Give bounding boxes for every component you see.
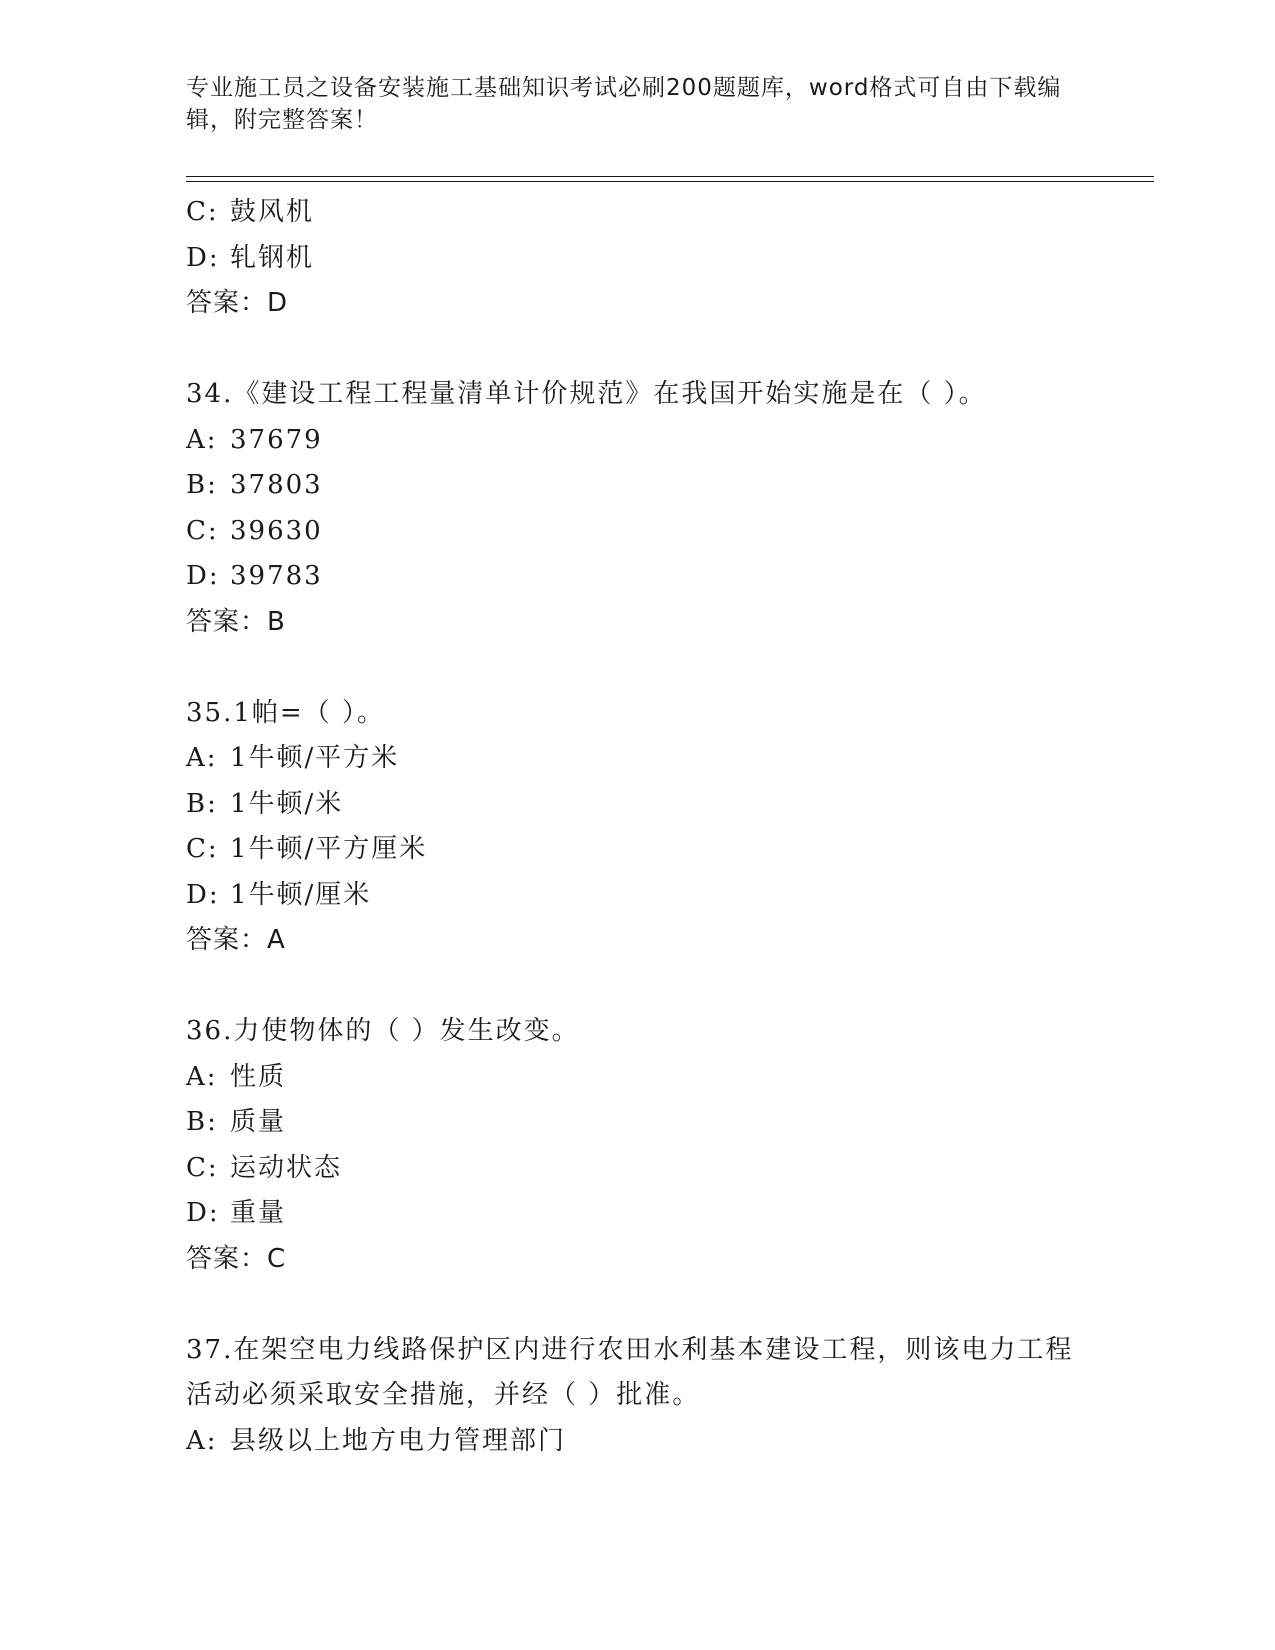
spacer bbox=[186, 327, 1086, 373]
option-text: 县级以上地方电力管理部门 bbox=[230, 1425, 567, 1456]
option-row bbox=[186, 190, 1086, 236]
option-text: 1牛顿/平方厘米 bbox=[230, 834, 428, 864]
header-rule-top bbox=[186, 176, 1154, 177]
option-row bbox=[186, 554, 1086, 600]
option-row bbox=[186, 509, 1086, 555]
option-key: B: bbox=[186, 470, 218, 500]
option-row bbox=[186, 1055, 1086, 1101]
option-text: 性质 bbox=[230, 1061, 287, 1092]
option-key: C: bbox=[186, 197, 219, 227]
spacer bbox=[186, 1282, 1086, 1328]
option-key: B: bbox=[186, 1107, 218, 1137]
option-text: 1牛顿/米 bbox=[230, 788, 344, 819]
question-text: 35.1帕=（ ）。 bbox=[186, 697, 385, 728]
answer-line: 答案：D bbox=[186, 288, 289, 318]
option-key: A: bbox=[186, 424, 218, 455]
answer-line: 答案：B bbox=[186, 606, 286, 637]
option-row bbox=[186, 1100, 1086, 1146]
option-key: A: bbox=[186, 1061, 218, 1092]
option-key: D: bbox=[186, 879, 220, 910]
option-text: 39783 bbox=[230, 561, 323, 591]
option-text: 鼓风机 bbox=[230, 197, 315, 227]
option-text: 1牛顿/平方米 bbox=[230, 743, 400, 773]
option-key: D: bbox=[186, 242, 220, 273]
option-row bbox=[186, 236, 1086, 282]
option-row bbox=[186, 782, 1086, 828]
spacer bbox=[186, 964, 1086, 1010]
question-text: 36.力使物体的（ ）发生改变。 bbox=[186, 1016, 580, 1046]
option-row bbox=[186, 1191, 1086, 1237]
option-text: 运动状态 bbox=[230, 1152, 343, 1183]
option-row bbox=[186, 827, 1086, 873]
answer-line: 答案：A bbox=[186, 925, 286, 955]
option-key: C: bbox=[186, 515, 219, 546]
option-key: A: bbox=[186, 743, 218, 773]
document-header: 专业施工员之设备安装施工基础知识考试必刷200题题库，word格式可自由下载编辑，附完整答案！ bbox=[186, 75, 1062, 133]
question-list bbox=[186, 190, 1086, 1464]
option-key: A: bbox=[186, 1425, 218, 1456]
option-row bbox=[186, 736, 1086, 782]
question-text: 34.《建设工程工程量清单计价规范》在我国开始实施是在（ ）。 bbox=[186, 379, 987, 409]
option-row bbox=[186, 1146, 1086, 1192]
option-row bbox=[186, 418, 1086, 464]
option-key: C: bbox=[186, 1152, 219, 1183]
option-text: 39630 bbox=[230, 515, 323, 546]
option-text: 1牛顿/厘米 bbox=[230, 879, 372, 910]
option-row bbox=[186, 1419, 1086, 1465]
option-key: D: bbox=[186, 1198, 220, 1228]
option-row bbox=[186, 873, 1086, 919]
option-row bbox=[186, 463, 1086, 509]
option-key: B: bbox=[186, 788, 218, 819]
option-text: 重量 bbox=[230, 1198, 287, 1228]
question-text: 37.在架空电力线路保护区内进行农田水利基本建设工程，则该电力工程活动必须采取安全措施，并经（ ）批准。 bbox=[186, 1334, 1074, 1410]
option-key: D: bbox=[186, 561, 220, 591]
option-text: 质量 bbox=[230, 1107, 287, 1137]
option-text: 37679 bbox=[230, 424, 323, 455]
header-rule-bottom bbox=[186, 181, 1154, 182]
option-key: C: bbox=[186, 834, 219, 864]
option-text: 轧钢机 bbox=[230, 242, 315, 273]
spacer bbox=[186, 645, 1086, 691]
answer-line: 答案：C bbox=[186, 1243, 287, 1274]
option-text: 37803 bbox=[230, 470, 323, 500]
